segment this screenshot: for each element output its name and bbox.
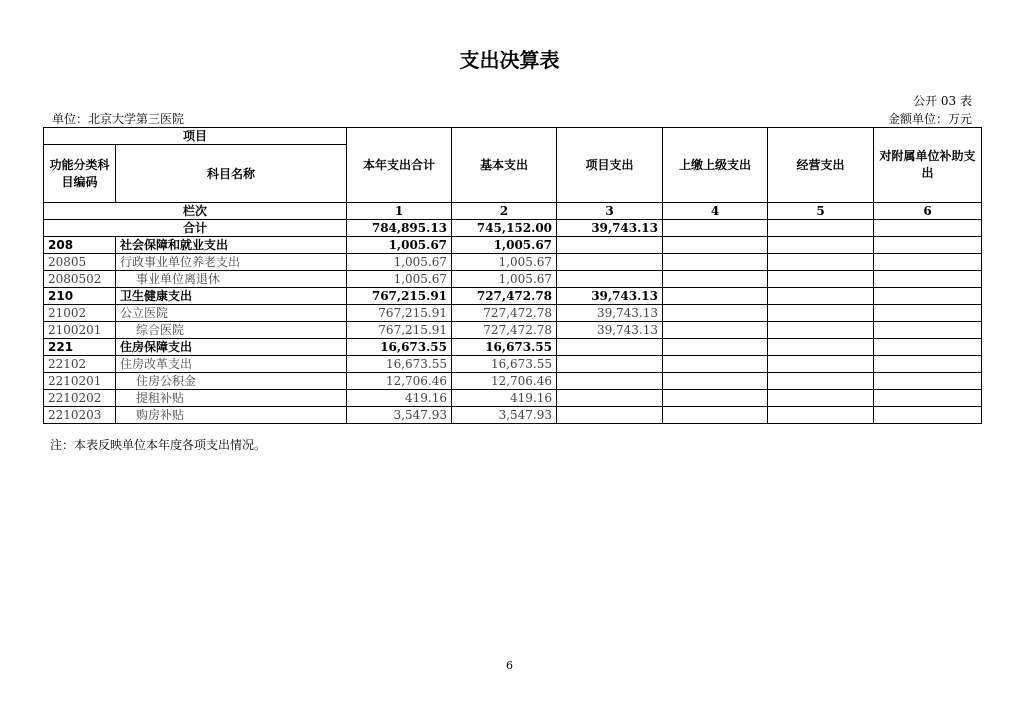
- row-basic: 1,005.67: [452, 271, 557, 288]
- expenditure-table: [43, 127, 982, 424]
- row-project: [557, 237, 663, 254]
- column-index: 3: [557, 203, 663, 220]
- row-project: [557, 373, 663, 390]
- row-code: 2210203: [44, 407, 116, 424]
- currency-unit: 金额单位：万元: [887, 112, 972, 126]
- row-superior: [663, 339, 768, 356]
- row-business: [768, 322, 874, 339]
- row-business: [768, 305, 874, 322]
- row-name: 提租补贴: [116, 390, 347, 407]
- total-basic: 745,152.00: [452, 220, 557, 237]
- row-code: 2210201: [44, 373, 116, 390]
- row-superior: [663, 322, 768, 339]
- row-subsidy: [874, 288, 982, 305]
- row-total: 767,215.91: [347, 288, 452, 305]
- row-name: 住房保障支出: [116, 339, 347, 356]
- table-row: [44, 356, 982, 373]
- row-code: 2080502: [44, 271, 116, 288]
- column-index: 1: [347, 203, 452, 220]
- row-code: 210: [44, 288, 116, 305]
- row-name: 住房改革支出: [116, 356, 347, 373]
- row-business: [768, 237, 874, 254]
- table-note: 注：本表反映单位本年度各项支出情况。: [50, 438, 267, 452]
- row-total: 16,673.55: [347, 339, 452, 356]
- total-label: 合计: [44, 220, 347, 237]
- row-name: 综合医院: [116, 322, 347, 339]
- row-superior: [663, 271, 768, 288]
- row-code: 22102: [44, 356, 116, 373]
- row-business: [768, 339, 874, 356]
- row-project: 39,743.13: [557, 288, 663, 305]
- row-subsidy: [874, 356, 982, 373]
- row-total: 1,005.67: [347, 254, 452, 271]
- row-superior: [663, 237, 768, 254]
- table-row: [44, 305, 982, 322]
- row-subsidy: [874, 390, 982, 407]
- row-subsidy: [874, 305, 982, 322]
- row-business: [768, 356, 874, 373]
- row-subsidy: [874, 322, 982, 339]
- column-index-label: 栏次: [44, 203, 347, 220]
- row-superior: [663, 288, 768, 305]
- row-project: 39,743.13: [557, 305, 663, 322]
- row-subsidy: [874, 237, 982, 254]
- row-basic: 1,005.67: [452, 237, 557, 254]
- row-basic: 419.16: [452, 390, 557, 407]
- row-name: 公立医院: [116, 305, 347, 322]
- row-superior: [663, 254, 768, 271]
- row-code: 221: [44, 339, 116, 356]
- row-name: 购房补贴: [116, 407, 347, 424]
- row-total: 12,706.46: [347, 373, 452, 390]
- row-code: 20805: [44, 254, 116, 271]
- row-total: 767,215.91: [347, 305, 452, 322]
- reporting-unit: 单位：北京大学第三医院: [52, 112, 185, 126]
- row-superior: [663, 356, 768, 373]
- row-basic: 727,472.78: [452, 288, 557, 305]
- row-basic: 727,472.78: [452, 305, 557, 322]
- column-index: 5: [768, 203, 874, 220]
- row-total: 3,547.93: [347, 407, 452, 424]
- row-name: 住房公积金: [116, 373, 347, 390]
- row-basic: 16,673.55: [452, 356, 557, 373]
- row-code: 2100201: [44, 322, 116, 339]
- header-project: 项目支出: [557, 128, 663, 203]
- row-total: 1,005.67: [347, 271, 452, 288]
- total-row: [44, 220, 982, 237]
- header-superior: 上缴上级支出: [663, 128, 768, 203]
- table-row: [44, 407, 982, 424]
- row-code: 21002: [44, 305, 116, 322]
- page-title: 支出决算表: [459, 48, 560, 72]
- row-superior: [663, 305, 768, 322]
- table-row: [44, 237, 982, 254]
- table-row: [44, 322, 982, 339]
- row-code: 208: [44, 237, 116, 254]
- row-basic: 3,547.93: [452, 407, 557, 424]
- row-total: 419.16: [347, 390, 452, 407]
- row-subsidy: [874, 407, 982, 424]
- row-total: 767,215.91: [347, 322, 452, 339]
- column-index: 6: [874, 203, 982, 220]
- table-row: [44, 339, 982, 356]
- table-row: [44, 390, 982, 407]
- row-name: 社会保障和就业支出: [116, 237, 347, 254]
- row-project: [557, 254, 663, 271]
- row-subsidy: [874, 271, 982, 288]
- column-index: 2: [452, 203, 557, 220]
- row-total: 1,005.67: [347, 237, 452, 254]
- row-business: [768, 288, 874, 305]
- row-superior: [663, 390, 768, 407]
- row-subsidy: [874, 373, 982, 390]
- table-row: [44, 254, 982, 271]
- row-project: 39,743.13: [557, 322, 663, 339]
- row-project: [557, 339, 663, 356]
- row-basic: 12,706.46: [452, 373, 557, 390]
- row-subsidy: [874, 339, 982, 356]
- row-project: [557, 271, 663, 288]
- row-code: 2210202: [44, 390, 116, 407]
- row-basic: 727,472.78: [452, 322, 557, 339]
- table-row: [44, 288, 982, 305]
- row-name: 事业单位离退休: [116, 271, 347, 288]
- header-name: 科目名称: [116, 145, 347, 203]
- row-project: [557, 407, 663, 424]
- row-superior: [663, 373, 768, 390]
- row-superior: [663, 407, 768, 424]
- column-index: 4: [663, 203, 768, 220]
- row-name: 卫生健康支出: [116, 288, 347, 305]
- total-project: 39,743.13: [557, 220, 663, 237]
- form-number: 公开 03 表: [913, 94, 972, 108]
- row-business: [768, 373, 874, 390]
- row-business: [768, 407, 874, 424]
- page-number: 6: [506, 659, 513, 672]
- table-row: [44, 373, 982, 390]
- row-business: [768, 390, 874, 407]
- row-project: [557, 390, 663, 407]
- header-subsidy: 对附属单位补助支出: [874, 128, 982, 203]
- row-basic: 16,673.55: [452, 339, 557, 356]
- header-code: 功能分类科目编码: [44, 145, 116, 203]
- header-business: 经营支出: [768, 128, 874, 203]
- row-total: 16,673.55: [347, 356, 452, 373]
- row-project: [557, 356, 663, 373]
- table-row: [44, 271, 982, 288]
- row-basic: 1,005.67: [452, 254, 557, 271]
- header-item: 项目: [44, 128, 347, 145]
- row-business: [768, 254, 874, 271]
- row-subsidy: [874, 254, 982, 271]
- row-business: [768, 271, 874, 288]
- total-amount: 784,895.13: [347, 220, 452, 237]
- header-total: 本年支出合计: [347, 128, 452, 203]
- row-name: 行政事业单位养老支出: [116, 254, 347, 271]
- header-basic: 基本支出: [452, 128, 557, 203]
